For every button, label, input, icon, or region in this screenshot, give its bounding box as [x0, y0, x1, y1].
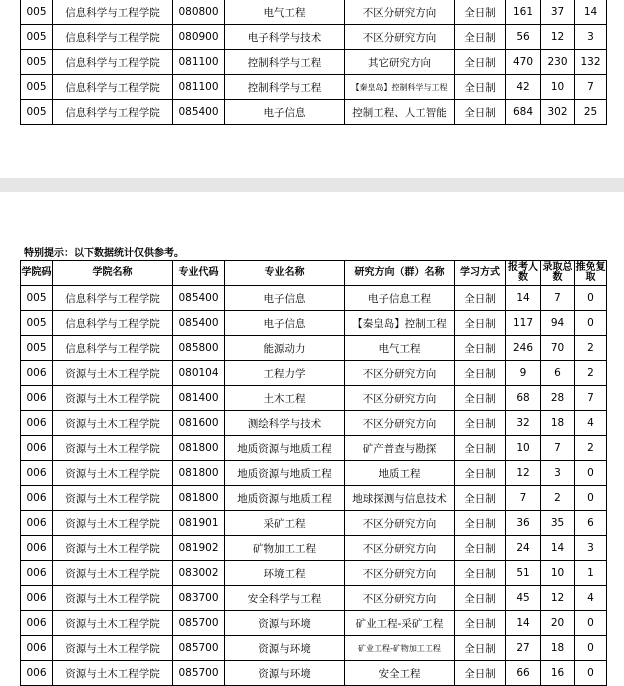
- cell-college-code: 006: [21, 661, 53, 686]
- cell-applicants: 68: [506, 386, 541, 411]
- table-row: [21, 336, 607, 361]
- cell-college-code: 005: [21, 286, 53, 311]
- cell-major-name: 资源与环境: [225, 636, 345, 661]
- cell-major-code: 085700: [173, 611, 225, 636]
- cell-study-mode: 全日制: [455, 361, 506, 386]
- cell-admitted: 28: [541, 386, 575, 411]
- cell-applicants: 7: [506, 486, 541, 511]
- cell-admitted: 94: [541, 311, 575, 336]
- cell-major-name: 资源与环境: [225, 611, 345, 636]
- cell-major-name: 电子信息: [225, 286, 345, 311]
- cell-major-code: 080104: [173, 361, 225, 386]
- cell-college-code: 005: [21, 100, 53, 125]
- cell-major-code: 085400: [173, 311, 225, 336]
- cell-college-name: 资源与土木工程学院: [53, 461, 173, 486]
- cell-research-direction: 地质工程: [345, 461, 455, 486]
- cell-research-direction: 【秦皇岛】控制工程: [345, 311, 455, 336]
- cell-research-direction: 矿业工程-矿物加工工程: [345, 636, 455, 661]
- cell-exempt: 0: [575, 461, 607, 486]
- cell-exempt: 3: [575, 25, 607, 50]
- cell-exempt: 0: [575, 661, 607, 686]
- cell-study-mode: 全日制: [455, 25, 506, 50]
- cell-exempt: 0: [575, 636, 607, 661]
- cell-college-name: 资源与土木工程学院: [53, 386, 173, 411]
- cell-admitted: 302: [541, 100, 575, 125]
- cell-college-code: 006: [21, 461, 53, 486]
- table-row: [21, 25, 607, 50]
- cell-major-name: 地质资源与地质工程: [225, 486, 345, 511]
- table-row: [21, 361, 607, 386]
- cell-admitted: 12: [541, 586, 575, 611]
- cell-study-mode: 全日制: [455, 311, 506, 336]
- cell-major-name: 能源动力: [225, 336, 345, 361]
- cell-major-code: 085700: [173, 661, 225, 686]
- cell-admitted: 70: [541, 336, 575, 361]
- cell-major-code: 081800: [173, 461, 225, 486]
- cell-admitted: 12: [541, 25, 575, 50]
- cell-exempt: 2: [575, 361, 607, 386]
- cell-major-code: 080800: [173, 0, 225, 25]
- cell-research-direction: 地球探测与信息技术: [345, 486, 455, 511]
- cell-major-code: 085400: [173, 100, 225, 125]
- cell-college-code: 005: [21, 25, 53, 50]
- cell-major-name: 采矿工程: [225, 511, 345, 536]
- cell-applicants: 470: [506, 50, 541, 75]
- cell-major-name: 矿物加工工程: [225, 536, 345, 561]
- cell-major-name: 地质资源与地质工程: [225, 461, 345, 486]
- cell-admitted: 2: [541, 486, 575, 511]
- table-row: [21, 461, 607, 486]
- cell-study-mode: 全日制: [455, 436, 506, 461]
- cell-college-name: 信息科学与工程学院: [53, 336, 173, 361]
- admissions-table-top: [20, 0, 607, 125]
- cell-study-mode: 全日制: [455, 636, 506, 661]
- cell-study-mode: 全日制: [455, 611, 506, 636]
- cell-admitted: 35: [541, 511, 575, 536]
- cell-major-name: 测绘科学与技术: [225, 411, 345, 436]
- cell-college-name: 信息科学与工程学院: [53, 25, 173, 50]
- cell-research-direction: 不区分研究方向: [345, 361, 455, 386]
- cell-exempt: 4: [575, 586, 607, 611]
- cell-college-code: 006: [21, 511, 53, 536]
- cell-applicants: 12: [506, 461, 541, 486]
- cell-college-name: 资源与土木工程学院: [53, 436, 173, 461]
- cell-study-mode: 全日制: [455, 286, 506, 311]
- cell-college-code: 005: [21, 0, 53, 25]
- cell-admitted: 18: [541, 411, 575, 436]
- cell-college-code: 005: [21, 50, 53, 75]
- cell-exempt: 6: [575, 511, 607, 536]
- table-row: [21, 661, 607, 686]
- cell-exempt: 0: [575, 486, 607, 511]
- cell-college-code: 006: [21, 436, 53, 461]
- cell-admitted: 14: [541, 536, 575, 561]
- cell-major-name: 控制科学与工程: [225, 50, 345, 75]
- header-research-direction: 研究方向（群）名称: [345, 261, 455, 286]
- cell-college-name: 信息科学与工程学院: [53, 50, 173, 75]
- cell-major-name: 控制科学与工程: [225, 75, 345, 100]
- cell-college-code: 005: [21, 336, 53, 361]
- cell-research-direction: 不区分研究方向: [345, 411, 455, 436]
- cell-college-code: 006: [21, 636, 53, 661]
- cell-major-code: 081902: [173, 536, 225, 561]
- cell-college-name: 资源与土木工程学院: [53, 361, 173, 386]
- cell-college-code: 005: [21, 75, 53, 100]
- cell-study-mode: 全日制: [455, 100, 506, 125]
- cell-college-code: 006: [21, 561, 53, 586]
- table-row: [21, 311, 607, 336]
- cell-applicants: 66: [506, 661, 541, 686]
- cell-applicants: 51: [506, 561, 541, 586]
- cell-major-name: 电子信息: [225, 311, 345, 336]
- cell-exempt: 7: [575, 386, 607, 411]
- cell-exempt: 14: [575, 0, 607, 25]
- cell-research-direction: 不区分研究方向: [345, 0, 455, 25]
- cell-college-name: 资源与土木工程学院: [53, 636, 173, 661]
- cell-major-code: 085400: [173, 286, 225, 311]
- cell-college-name: 资源与土木工程学院: [53, 611, 173, 636]
- cell-major-name: 环境工程: [225, 561, 345, 586]
- table-row: [21, 411, 607, 436]
- cell-college-code: 006: [21, 486, 53, 511]
- cell-admitted: 10: [541, 561, 575, 586]
- cell-college-code: 006: [21, 611, 53, 636]
- cell-major-name: 安全科学与工程: [225, 586, 345, 611]
- cell-exempt: 7: [575, 75, 607, 100]
- top-page-section: [0, 0, 624, 178]
- cell-study-mode: 全日制: [455, 586, 506, 611]
- notice-text: 特别提示：以下数据统计仅供参考。: [24, 248, 184, 259]
- cell-applicants: 10: [506, 436, 541, 461]
- table-row: [21, 0, 607, 25]
- table-row: [21, 286, 607, 311]
- cell-admitted: 3: [541, 461, 575, 486]
- table-row: [21, 386, 607, 411]
- table-row: [21, 50, 607, 75]
- cell-college-name: 信息科学与工程学院: [53, 286, 173, 311]
- cell-major-name: 地质资源与地质工程: [225, 436, 345, 461]
- table-row: [21, 486, 607, 511]
- cell-major-code: 081100: [173, 50, 225, 75]
- cell-research-direction: 不区分研究方向: [345, 536, 455, 561]
- cell-college-code: 006: [21, 386, 53, 411]
- cell-study-mode: 全日制: [455, 411, 506, 436]
- table-row: [21, 536, 607, 561]
- table-row: [21, 636, 607, 661]
- cell-study-mode: 全日制: [455, 486, 506, 511]
- cell-research-direction: 电子信息工程: [345, 286, 455, 311]
- cell-applicants: 161: [506, 0, 541, 25]
- cell-research-direction: 控制工程、人工智能: [345, 100, 455, 125]
- cell-major-code: 081600: [173, 411, 225, 436]
- cell-major-code: 081800: [173, 436, 225, 461]
- cell-research-direction: 其它研究方向: [345, 50, 455, 75]
- header-college-name: 学院名称: [53, 261, 173, 286]
- header-admitted: 录取总数: [541, 261, 575, 286]
- cell-exempt: 2: [575, 436, 607, 461]
- cell-admitted: 230: [541, 50, 575, 75]
- cell-college-code: 006: [21, 586, 53, 611]
- cell-study-mode: 全日制: [455, 561, 506, 586]
- table-row: [21, 75, 607, 100]
- cell-major-code: 081800: [173, 486, 225, 511]
- header-exempt: 推免复取: [575, 261, 607, 286]
- cell-study-mode: 全日制: [455, 511, 506, 536]
- cell-college-name: 信息科学与工程学院: [53, 0, 173, 25]
- cell-research-direction: 矿业工程-采矿工程: [345, 611, 455, 636]
- admissions-table-bottom: [20, 260, 607, 686]
- cell-study-mode: 全日制: [455, 50, 506, 75]
- cell-exempt: 1: [575, 561, 607, 586]
- cell-major-name: 电气工程: [225, 0, 345, 25]
- cell-college-code: 006: [21, 411, 53, 436]
- header-major-code: 专业代码: [173, 261, 225, 286]
- cell-college-code: 006: [21, 361, 53, 386]
- cell-study-mode: 全日制: [455, 386, 506, 411]
- cell-major-code: 080900: [173, 25, 225, 50]
- cell-admitted: 10: [541, 75, 575, 100]
- cell-applicants: 27: [506, 636, 541, 661]
- header-college-code: 学院码: [21, 261, 53, 286]
- cell-college-code: 006: [21, 536, 53, 561]
- cell-applicants: 117: [506, 311, 541, 336]
- cell-exempt: 4: [575, 411, 607, 436]
- cell-research-direction: 【秦皇岛】控制科学与工程: [345, 75, 455, 100]
- cell-applicants: 246: [506, 336, 541, 361]
- cell-study-mode: 全日制: [455, 536, 506, 561]
- cell-research-direction: 不区分研究方向: [345, 586, 455, 611]
- cell-major-name: 资源与环境: [225, 661, 345, 686]
- cell-research-direction: 不区分研究方向: [345, 561, 455, 586]
- cell-applicants: 24: [506, 536, 541, 561]
- cell-major-code: 083700: [173, 586, 225, 611]
- cell-college-name: 资源与土木工程学院: [53, 661, 173, 686]
- cell-college-code: 005: [21, 311, 53, 336]
- cell-research-direction: 安全工程: [345, 661, 455, 686]
- bottom-page-section: [0, 192, 624, 686]
- cell-applicants: 45: [506, 586, 541, 611]
- cell-applicants: 42: [506, 75, 541, 100]
- cell-major-code: 081400: [173, 386, 225, 411]
- cell-college-name: 信息科学与工程学院: [53, 100, 173, 125]
- cell-major-code: 083002: [173, 561, 225, 586]
- cell-study-mode: 全日制: [455, 0, 506, 25]
- cell-major-name: 电子信息: [225, 100, 345, 125]
- cell-admitted: 37: [541, 0, 575, 25]
- cell-college-name: 信息科学与工程学院: [53, 75, 173, 100]
- cell-college-name: 资源与土木工程学院: [53, 486, 173, 511]
- cell-exempt: 25: [575, 100, 607, 125]
- table-row: [21, 436, 607, 461]
- cell-study-mode: 全日制: [455, 461, 506, 486]
- header-major-name: 专业名称: [225, 261, 345, 286]
- cell-applicants: 14: [506, 286, 541, 311]
- cell-applicants: 14: [506, 611, 541, 636]
- table-row: [21, 586, 607, 611]
- header-study-mode: 学习方式: [455, 261, 506, 286]
- cell-college-name: 资源与土木工程学院: [53, 511, 173, 536]
- cell-research-direction: 不区分研究方向: [345, 386, 455, 411]
- header-applicants: 报考人数: [506, 261, 541, 286]
- cell-research-direction: 不区分研究方向: [345, 25, 455, 50]
- cell-admitted: 16: [541, 661, 575, 686]
- cell-exempt: 2: [575, 336, 607, 361]
- cell-admitted: 18: [541, 636, 575, 661]
- table-row: [21, 511, 607, 536]
- cell-applicants: 36: [506, 511, 541, 536]
- cell-research-direction: 不区分研究方向: [345, 511, 455, 536]
- cell-applicants: 684: [506, 100, 541, 125]
- cell-major-name: 电子科学与技术: [225, 25, 345, 50]
- cell-exempt: 0: [575, 286, 607, 311]
- cell-research-direction: 电气工程: [345, 336, 455, 361]
- table-row: [21, 561, 607, 586]
- cell-applicants: 32: [506, 411, 541, 436]
- table-row: [21, 611, 607, 636]
- cell-college-name: 资源与土木工程学院: [53, 561, 173, 586]
- cell-research-direction: 矿产普查与勘探: [345, 436, 455, 461]
- cell-college-name: 资源与土木工程学院: [53, 586, 173, 611]
- cell-college-name: 信息科学与工程学院: [53, 311, 173, 336]
- cell-applicants: 56: [506, 25, 541, 50]
- cell-major-code: 085800: [173, 336, 225, 361]
- cell-admitted: 7: [541, 286, 575, 311]
- cell-exempt: 0: [575, 611, 607, 636]
- cell-admitted: 6: [541, 361, 575, 386]
- cell-study-mode: 全日制: [455, 75, 506, 100]
- page-gap: [0, 178, 624, 192]
- table-row: [21, 100, 607, 125]
- cell-exempt: 0: [575, 311, 607, 336]
- cell-study-mode: 全日制: [455, 336, 506, 361]
- cell-major-code: 085700: [173, 636, 225, 661]
- cell-study-mode: 全日制: [455, 661, 506, 686]
- cell-admitted: 7: [541, 436, 575, 461]
- header-row: [21, 261, 607, 286]
- cell-exempt: 3: [575, 536, 607, 561]
- cell-applicants: 9: [506, 361, 541, 386]
- cell-major-name: 工程力学: [225, 361, 345, 386]
- cell-major-name: 土木工程: [225, 386, 345, 411]
- cell-college-name: 资源与土木工程学院: [53, 411, 173, 436]
- cell-major-code: 081100: [173, 75, 225, 100]
- cell-college-name: 资源与土木工程学院: [53, 536, 173, 561]
- cell-exempt: 132: [575, 50, 607, 75]
- cell-admitted: 20: [541, 611, 575, 636]
- cell-major-code: 081901: [173, 511, 225, 536]
